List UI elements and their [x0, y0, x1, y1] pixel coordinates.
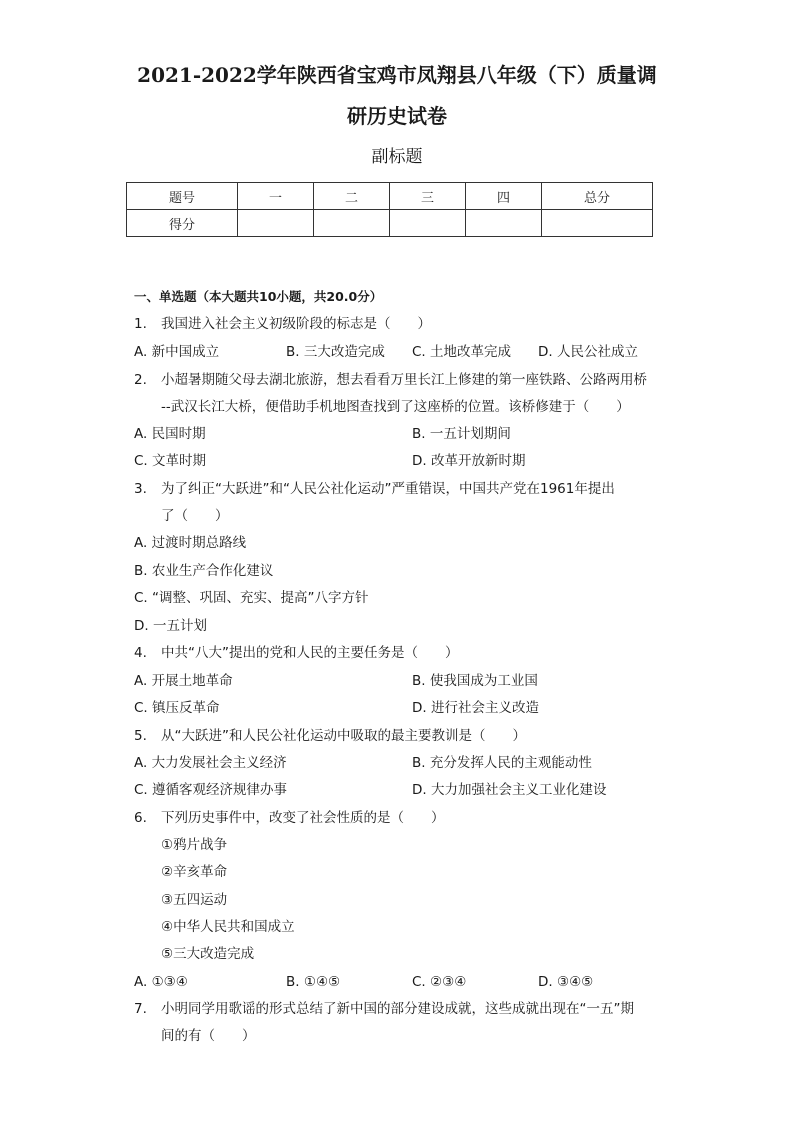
- question-number: 1.: [134, 316, 147, 332]
- question-item: ⑤三大改造完成: [161, 946, 255, 962]
- option-d[interactable]: D. 进行社会主义改造: [412, 700, 539, 716]
- score-header-cell: 四: [466, 183, 542, 210]
- option-a[interactable]: A. 开展土地革命: [134, 673, 233, 689]
- score-header-cell: 一: [238, 183, 314, 210]
- question-text: 间的有（ ）: [161, 1028, 256, 1044]
- question-text: 从“大跃进”和人民公社化运动中吸取的最主要教训是（ ）: [161, 728, 526, 744]
- option-d[interactable]: D. 改革开放新时期: [412, 453, 526, 469]
- option-a[interactable]: A. 新中国成立: [134, 344, 220, 360]
- score-input-cell[interactable]: [466, 210, 542, 237]
- question-item: ②辛亥革命: [161, 864, 228, 880]
- question-text: 中共“八大”提出的党和人民的主要任务是（ ）: [161, 645, 459, 661]
- score-input-cell[interactable]: [542, 210, 653, 237]
- score-header-cell: 题号: [127, 183, 238, 210]
- page-title-line-1: 2021-2022学年陕西省宝鸡市凤翔县八年级（下）质量调: [137, 63, 657, 87]
- option-c[interactable]: C. 遵循客观经济规律办事: [134, 782, 288, 798]
- question-item: ④中华人民共和国成立: [161, 919, 295, 935]
- option-c[interactable]: C. ②③④: [412, 974, 467, 990]
- option-d[interactable]: D. ③④⑤: [538, 974, 594, 990]
- question-text: 下列历史事件中，改变了社会性质的是（ ）: [161, 810, 445, 826]
- option-d[interactable]: D. 一五计划: [134, 618, 207, 634]
- score-header-cell: 三: [390, 183, 466, 210]
- question-number: 7.: [134, 1001, 147, 1017]
- score-row-label: 得分: [127, 210, 238, 237]
- option-b[interactable]: B. ①④⑤: [286, 974, 341, 990]
- question-item: ①鸦片战争: [161, 837, 228, 853]
- question-number: 6.: [134, 810, 147, 826]
- question-text: 了（ ）: [161, 508, 229, 524]
- score-header-cell: 二: [314, 183, 390, 210]
- option-d[interactable]: D. 大力加强社会主义工业化建设: [412, 782, 607, 798]
- option-a[interactable]: A. 民国时期: [134, 426, 206, 442]
- page-subtitle: 副标题: [371, 147, 423, 167]
- score-header-cell: 总分: [542, 183, 653, 210]
- section-heading: 一、单选题（本大题共10小题，共20.0分）: [134, 289, 383, 304]
- option-a[interactable]: A. ①③④: [134, 974, 188, 990]
- question-number: 3.: [134, 481, 147, 497]
- option-d[interactable]: D. 人民公社成立: [538, 344, 638, 360]
- score-table-score-row: [127, 210, 653, 237]
- score-input-cell[interactable]: [390, 210, 466, 237]
- question-item: ③五四运动: [161, 892, 228, 908]
- score-table: [126, 182, 653, 237]
- option-b[interactable]: B. 三大改造完成: [286, 344, 385, 360]
- question-text: 我国进入社会主义初级阶段的标志是（ ）: [161, 316, 431, 332]
- score-table-header-row: [127, 183, 653, 210]
- question-text: 小超暑期随父母去湖北旅游，想去看看万里长江上修建的第一座铁路、公路两用桥: [161, 372, 647, 388]
- option-c[interactable]: C. “调整、巩固、充实、提高”八字方针: [134, 590, 369, 606]
- question-text: 小明同学用歌谣的形式总结了新中国的部分建设成就，这些成就出现在“一五”期: [161, 1001, 634, 1017]
- option-a[interactable]: A. 过渡时期总路线: [134, 535, 247, 551]
- question-number: 5.: [134, 728, 147, 744]
- option-c[interactable]: C. 镇压反革命: [134, 700, 220, 716]
- question-text: --武汉长江大桥，便借助手机地图查找到了这座桥的位置。该桥修建于（ ）: [161, 399, 630, 415]
- question-number: 4.: [134, 645, 147, 661]
- option-c[interactable]: C. 土地改革完成: [412, 344, 512, 360]
- question-number: 2.: [134, 372, 147, 388]
- option-b[interactable]: B. 农业生产合作化建议: [134, 563, 274, 579]
- score-input-cell[interactable]: [238, 210, 314, 237]
- page-title-line-2: 研历史试卷: [347, 104, 447, 128]
- option-b[interactable]: B. 充分发挥人民的主观能动性: [412, 755, 592, 771]
- option-a[interactable]: A. 大力发展社会主义经济: [134, 755, 287, 771]
- option-b[interactable]: B. 一五计划期间: [412, 426, 511, 442]
- option-c[interactable]: C. 文革时期: [134, 453, 207, 469]
- score-input-cell[interactable]: [314, 210, 390, 237]
- question-text: 为了纠正“大跃进”和“人民公社化运动”严重错误，中国共产党在1961年提出: [161, 481, 615, 497]
- option-b[interactable]: B. 使我国成为工业国: [412, 673, 538, 689]
